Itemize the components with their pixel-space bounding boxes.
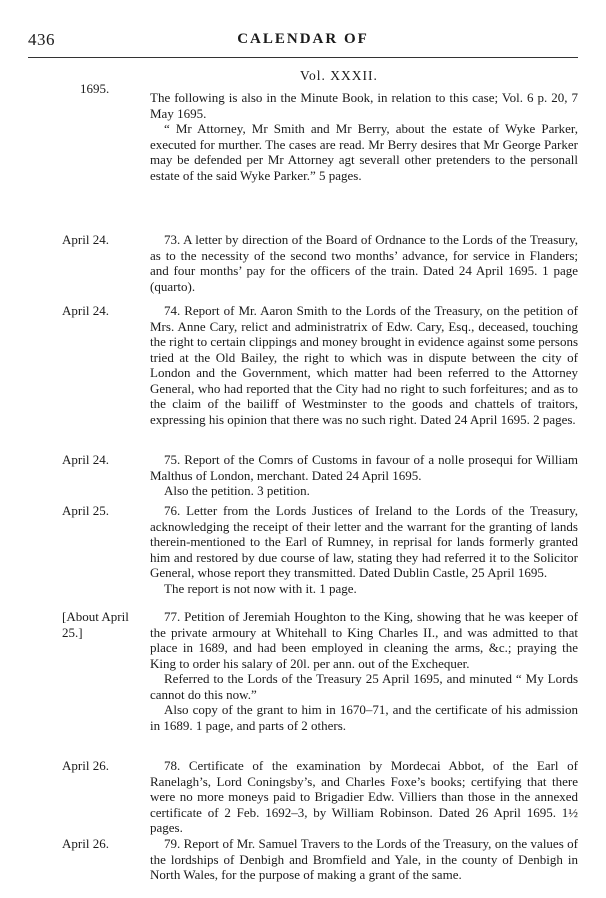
entry-78 xyxy=(150,758,578,836)
entry-text: 75. Report of the Comrs of Customs in favour of a nolle prosequi for William Malthus of London, merchant. Dated 24 April 1695. xyxy=(150,452,578,483)
header-rule xyxy=(28,57,578,58)
entry-date: April 24. xyxy=(62,303,109,318)
entry-note: Also copy of the grant to him in 1670–71, and the certificate of his admission in 1689. 1 page, and parts of 2 others. xyxy=(150,702,578,733)
running-head: CALENDAR OF xyxy=(237,31,369,47)
entry-73 xyxy=(150,232,578,294)
page-number: 436 xyxy=(28,30,55,49)
entry-76 xyxy=(150,503,578,596)
entry-75 xyxy=(150,452,578,499)
entry-date: April 26. xyxy=(62,836,109,851)
page-header xyxy=(28,30,578,50)
entry-79 xyxy=(150,836,578,883)
intro-paragraph: The following is also in the Minute Book, in relation to this case; Vol. 6 p. 20, 7 May 1695. xyxy=(150,90,578,121)
entry-date: April 25. xyxy=(62,503,109,518)
intro-quote: “ Mr Attorney, Mr Smith and Mr Berry, about the estate of Wyke Parker, executed for murther. The cases are read. Mr Berry desires that Mr George Parker may be defended per Mr Attorney agt severall other pretenders to the personall estate of the said Wyke Parker.” 5 pages. xyxy=(150,121,578,183)
entry-77 xyxy=(150,609,578,733)
volume-heading: Vol. XXXII. xyxy=(300,68,378,83)
entry-note: Referred to the Lords of the Treasury 25 April 1695, and minuted “ My Lords cannot do this now.” xyxy=(150,671,578,702)
year-marker: 1695. xyxy=(80,81,110,96)
entry-date: April 26. xyxy=(62,758,109,773)
entry-text: 79. Report of Mr. Samuel Travers to the Lords of the Treasury, on the values of the lordships of Denbigh and Bromfield and Yale, in the county of Denbigh in North Wales, for the purpose of making a grant of the same. xyxy=(150,836,578,882)
entry-note: The report is not now with it. 1 page. xyxy=(164,580,357,596)
entry-note: Also the petition. 3 petition. xyxy=(164,483,310,498)
entry-text: 77. Petition of Jeremiah Houghton to the King, showing that he was keeper of the private armoury at Whitehall to King Charles II., and was admitted to that place in 1689, and had been employed in cleaning the arms, &c.; praying the King to order his salary of 20l. per ann. out of the Exchequer. xyxy=(150,609,578,671)
entry-text: 73. A letter by direction of the Board of Ordnance to the Lords of the Treasury, as to the necessity of the second two months’ advance, for service in Flanders; and four months’ pay for the officers of the train. Dated 24 April 1695. 1 page (quarto). xyxy=(150,232,578,294)
entry-date: April 24. xyxy=(62,232,109,247)
entry-text: 78. Certificate of the examination by Mordecai Abbot, of the Earl of Ranelagh’s, Lord Coningsby’s, and Charles Foxe’s books; certifying that there were no more moneys paid to Brigadier Edw. Villiers than those in the annexed certificate of 2 Feb. 1692–3, by William Robinson. Dated 26 April 1695. 1½ pages. xyxy=(150,758,578,835)
entry-74 xyxy=(150,303,578,427)
entry-text: 74. Report of Mr. Aaron Smith to the Lords of the Treasury, on the petition of Mrs. Anne Cary, relict and administratrix of Edw. Cary, Esq., deceased, touching the right to certain clippings and money brought in evidence against some persons tried at the Old Bailey, the right to which was in dispute between the city of London and the Government, which matter had been referred to the Attorney General, who had reported that the City had no right to such forfeitures; and as to the claim of the bailiff of Westminster to the goods and chattels of traitors, expressing his opinion that there was no such right. Dated 24 April 1695. 2 pages. xyxy=(150,303,578,427)
entry-date: April 24. xyxy=(62,452,109,467)
entry-date: [About April 25.] xyxy=(62,609,129,640)
intro-block xyxy=(150,90,578,183)
entry-text: 76. Letter from the Lords Justices of Ireland to the Lords of the Treasury, acknowledging the receipt of their letter and the warrant for the granting of lands therein-mentioned to the Earl of Rumney, in reprisal for lands formerly granted him and restored by due course of law, stating they had referred it to the Solicitor General, whose report they transmitted. Dated Dublin Castle, 25 April 1695. xyxy=(150,503,578,580)
